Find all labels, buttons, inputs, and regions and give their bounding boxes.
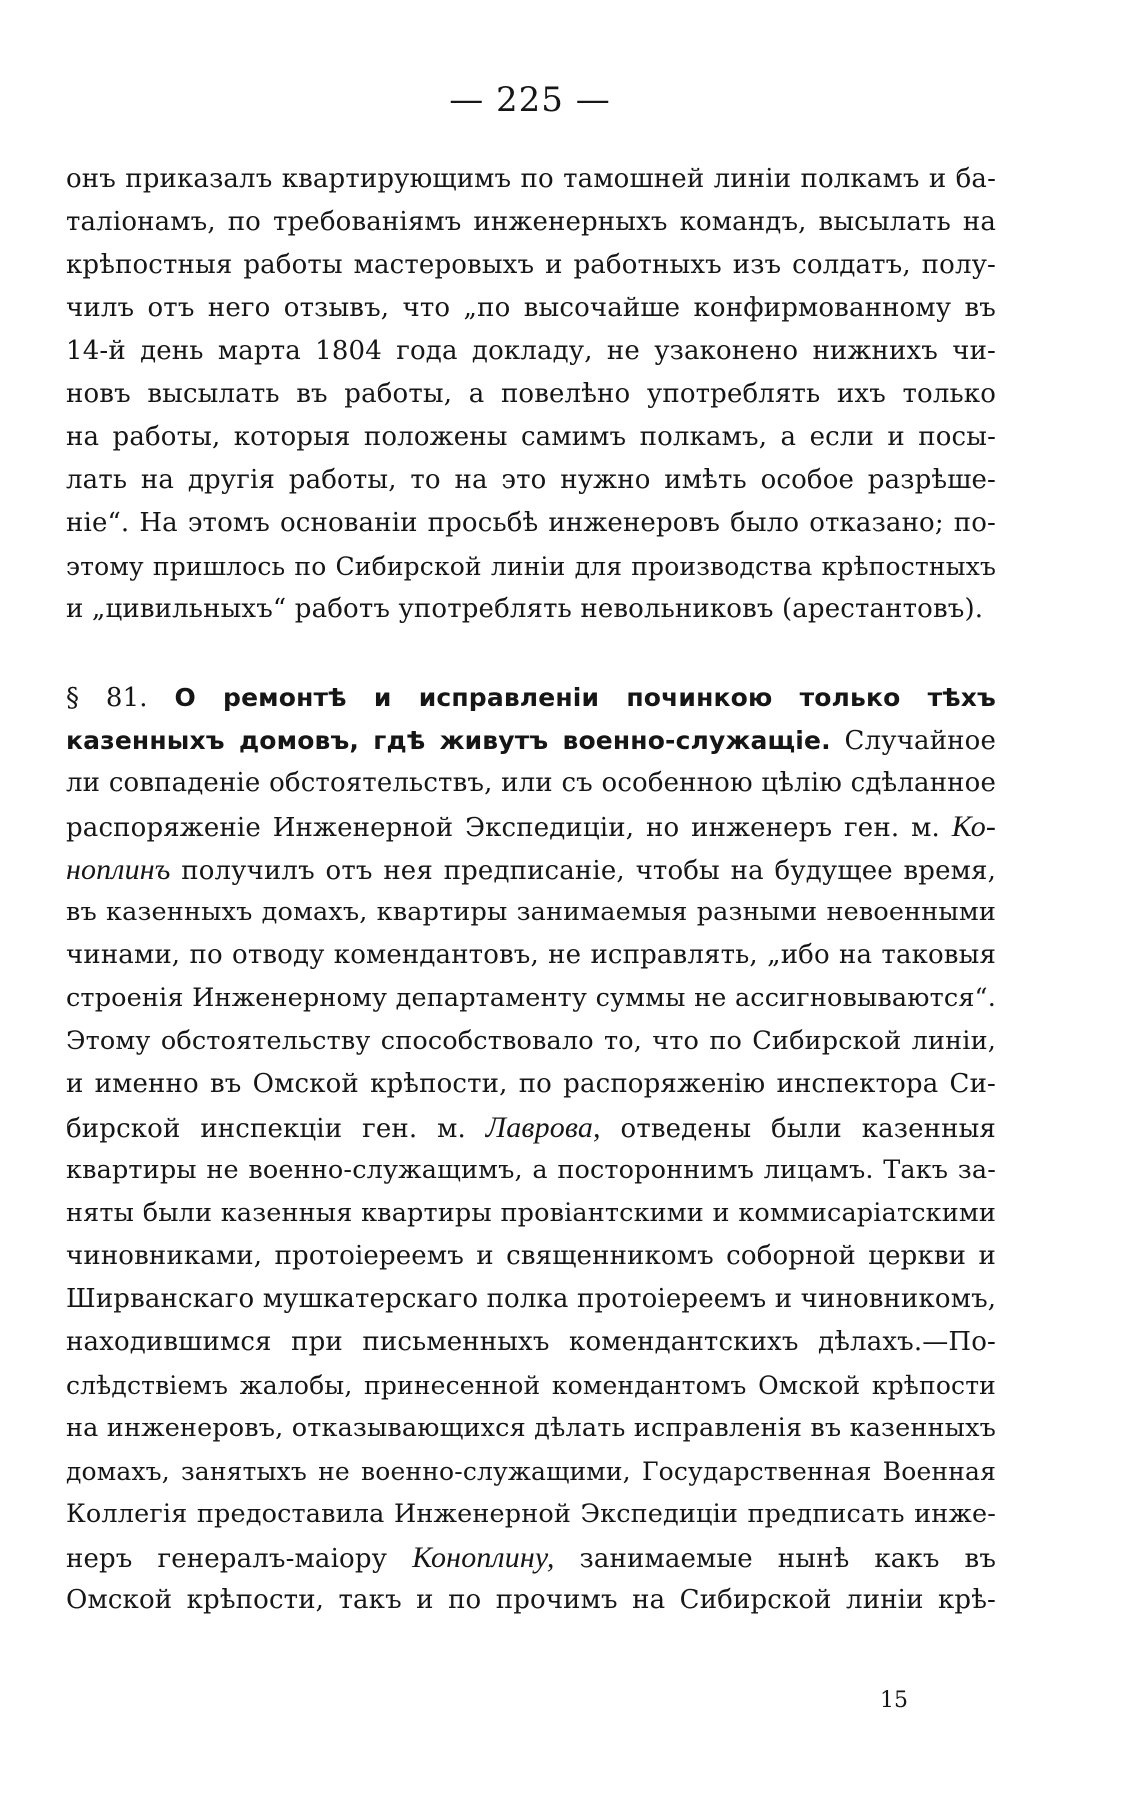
text-line: чинами, по отводу комендантовъ, не исправлять, „ибо на таковыя xyxy=(66,940,996,970)
text-line: находившимся при письменныхъ комендантскихъ дѣлахъ.—По- xyxy=(66,1327,996,1357)
text-fragment: бирской инспекціи ген. м. xyxy=(66,1114,466,1144)
text-line: слѣдствіемъ жалобы, принесенной комендантомъ Омской крѣпости xyxy=(66,1371,996,1400)
text-line xyxy=(66,848,996,891)
text-fragment: неръ генералъ-маіору xyxy=(66,1544,388,1574)
text-fragment: занимаемые нынѣ какъ въ xyxy=(579,1544,997,1574)
text-line: этому пришлось по Сибирской линіи для производства крѣпостныхъ xyxy=(66,552,996,581)
section-heading-title-cont: казенныхъ домовъ, гдѣ живутъ военно-служащіе. xyxy=(66,726,831,755)
italic-name: Коноплину, xyxy=(412,1541,555,1574)
text-line: ли совпаденіе обстоятельствъ, или съ особенною цѣлію сдѣланное xyxy=(66,768,996,798)
section-number: § 81. xyxy=(66,683,148,713)
text-fragment: отведены были казенныя xyxy=(620,1114,996,1144)
page-number: — 225 — xyxy=(449,80,611,120)
italic-name: ноплинъ xyxy=(66,853,171,886)
paragraph-1 xyxy=(66,158,996,631)
section-81 xyxy=(66,676,996,1622)
section-heading-line-2 xyxy=(66,719,996,762)
printer-signature-mark: 15 xyxy=(880,1688,908,1713)
text-line: квартиры не военно-служащимъ, а постороннимъ лицамъ. Такъ за- xyxy=(66,1155,996,1185)
text-line: чилъ отъ него отзывъ, что „по высочайше конфирмованному въ xyxy=(66,293,996,323)
text-line: Этому обстоятельству способствовало то, что по Сибирской линіи, xyxy=(66,1026,996,1056)
section-heading-line-1 xyxy=(66,676,996,719)
text-line: въ казенныхъ домахъ, квартиры занимаемыя разными невоенными xyxy=(66,897,996,927)
text-line: ніе“. На этомъ основаніи просьбѣ инженеровъ было отказано; по- xyxy=(66,508,996,538)
italic-name: Ко- xyxy=(951,810,996,843)
text-line: няты были казенныя квартиры провіантскими и коммисаріатскими xyxy=(66,1198,996,1228)
text-line: чиновниками, протоіереемъ и священникомъ соборной церкви и xyxy=(66,1241,996,1271)
text-line: лать на другія работы, то на это нужно имѣть особое разрѣше- xyxy=(66,465,996,495)
text-line: Ширванскаго мушкатерскаго полка протоіереемъ и чиновникомъ, xyxy=(66,1284,997,1314)
italic-name: Лаврова, xyxy=(485,1111,601,1144)
text-fragment: распоряженіе Инженерной Экспедиціи, но инженеръ ген. м. xyxy=(66,813,940,843)
text-line xyxy=(66,1536,996,1579)
text-line: таліонамъ, по требованіямъ инженерныхъ командъ, высылать на xyxy=(66,207,996,237)
text-line xyxy=(66,805,996,848)
text-line: на работы, которыя положены самимъ полкамъ, а если и посы- xyxy=(66,422,996,452)
text-line: домахъ, занятыхъ не военно-служащими, Государственная Военная xyxy=(66,1457,996,1486)
text-line: онъ приказалъ квартирующимъ по тамошней линіи полкамъ и ба- xyxy=(66,164,996,194)
section-heading-title: О ремонтѣ и исправленіи починкою только тѣхъ xyxy=(174,683,996,712)
text-fragment: получилъ отъ нея предписаніе, чтобы на будущее время, xyxy=(181,856,996,886)
text-line: и „цивильныхъ“ работъ употреблять невольниковъ (арестантовъ). xyxy=(66,594,984,624)
text-line: строенія Инженерному департаменту суммы не ассигновываются“. xyxy=(66,983,996,1013)
text-line: крѣпостныя работы мастеровыхъ и работныхъ изъ солдатъ, полу- xyxy=(66,250,996,280)
text-fragment: Случайное xyxy=(844,726,996,756)
text-line: и именно въ Омской крѣпости, по распоряженію инспектора Си- xyxy=(66,1069,996,1099)
text-line: Омской крѣпости, такъ и по прочимъ на Сибирской линіи крѣ- xyxy=(66,1585,996,1615)
text-line: Коллегія предоставила Инженерной Экспедиціи предписать инже- xyxy=(66,1499,996,1529)
text-line: новъ высылать въ работы, а повелѣно употреблять ихъ только xyxy=(66,379,996,409)
text-line: 14-й день марта 1804 года докладу, не узаконено нижнихъ чи- xyxy=(66,336,996,366)
text-line xyxy=(66,1106,996,1149)
text-line: на инженеровъ, отказывающихся дѣлать исправленія въ казенныхъ xyxy=(66,1413,996,1443)
